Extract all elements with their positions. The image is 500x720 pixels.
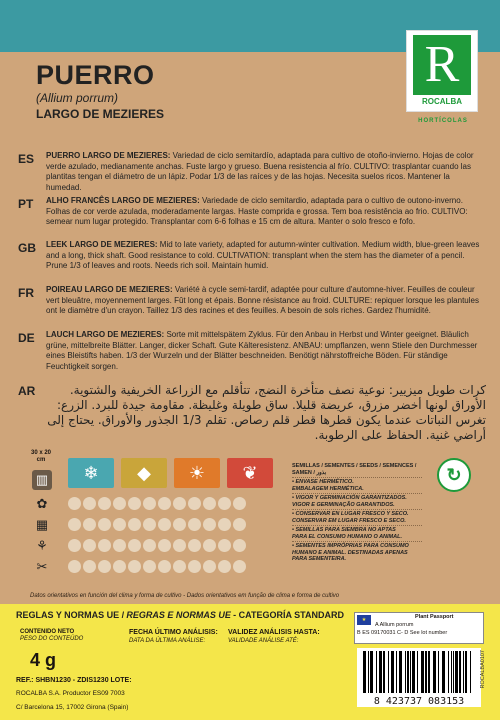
barcode-bar <box>399 651 402 693</box>
barcode-bar <box>455 651 458 693</box>
lang-description: LEEK LARGO DE MEZIERES: Mid to late variety, adapted for autumn-winter cultivation. Medium width, blue-green leaves and a long, thick shaft. Good resistance to cold. CULTIVATION: transplant when the stem has the diameter of a pencil. Prune 1/3 of leaves and roots. Needs rich soil. Maintain humid. <box>46 240 480 270</box>
norms-line: REGLAS Y NORMAS UE / REGRAS E NORMAS UE - CATEGORÍA STANDARD <box>16 610 344 620</box>
barcode-bar <box>376 651 377 693</box>
legend-item: • SEMENTES IMPRÓPRIAS PARA CONSUMO HUMANO E ANIMAL. DESTINADAS APENAS PARA SEMENTEIRA. <box>292 541 422 563</box>
calendar-dot <box>158 497 171 510</box>
barcode-bar <box>383 651 385 693</box>
plant-passport <box>354 612 484 644</box>
calendar-dot <box>188 518 201 531</box>
barcode-bar <box>421 651 424 693</box>
calendar-dot <box>128 518 141 531</box>
calendar-row-transplant <box>68 539 246 552</box>
barcode-bar <box>370 651 373 693</box>
calendar-row-sowing <box>68 497 246 510</box>
analysis-validity: VALIDEZ ANÁLISIS HASTA: VALIDADE ANÁLISE ATÉ: <box>228 629 320 644</box>
barcode-bar <box>391 651 394 693</box>
lang-fr <box>18 285 488 317</box>
calendar-dot <box>98 518 111 531</box>
side-code: ROCALBA0107 <box>480 650 486 689</box>
lang-code: GB <box>18 241 36 255</box>
barcode-bar <box>363 651 366 693</box>
reference-lot: REF.: SHBN1230 - ZDIS1230 LOTE: <box>16 677 132 684</box>
lang-gb <box>18 240 488 272</box>
calendar-dot <box>128 560 141 573</box>
calendar-dot <box>143 539 156 552</box>
calendar-dot <box>113 560 126 573</box>
barcode-bar <box>428 651 430 693</box>
calendar-dot <box>218 560 231 573</box>
barcode-bar <box>405 651 406 693</box>
barcode-number: 8 423737 083153 <box>357 696 481 707</box>
last-analysis-date: FECHA ÚLTIMO ANÁLISIS: DATA DA ÚLTIMA ANÁLISE: <box>129 629 218 644</box>
bed-sowing-icon: ▦ <box>35 517 49 532</box>
lang-es <box>18 151 488 193</box>
logo-subtitle: HORTÍCOLAS <box>418 118 468 124</box>
legend-item: • ENVASE HERMÉTICO. EMBALAGEM HERMÉTICA. <box>292 477 422 492</box>
calendar-dot <box>203 560 216 573</box>
calendar-dot <box>158 539 171 552</box>
calendar-dot <box>218 518 231 531</box>
calendar-dot <box>113 539 126 552</box>
calendar-dot <box>98 560 111 573</box>
lang-ar <box>18 383 488 443</box>
barcode-bar <box>465 651 467 693</box>
lang-de <box>18 330 488 372</box>
lang-description: ALHO FRANCÊS LARGO DE MEZIERES: Variedade de ciclo semitardio, adaptada para o cultivo de outono-inverno. Folhas de cor verde azulada, moderadamente largas. Haste comprida e grossa. Tem boa resistência ao frio. CULTIVO: semear num lugar protegido. Transplantar com 6-6 folhas e 15 cm de altura. Manter o solo fresco e fofo. <box>46 196 468 226</box>
legend-item: • VIGOR Y GERMINACIÓN GARANTIZADOS. VIGOR E GERMINAÇÃO GARANTIDOS. <box>292 493 422 508</box>
calendar-dot <box>83 497 96 510</box>
passport-codes: B ES 09170031 C- D See lot number <box>357 630 448 636</box>
calendar-row-bed <box>68 518 246 531</box>
calendar-dot <box>203 497 216 510</box>
calendar-dot <box>128 539 141 552</box>
autumn-icon: ❦ <box>227 458 273 488</box>
calendar-dot <box>98 497 111 510</box>
barcode-bars <box>357 648 481 694</box>
barcode-bar <box>407 651 409 693</box>
lang-description: كرات طويل ميزيير: نوعية نصف متأخرة النضج، تتأقلم مع الزراعة الخريفية والشتوية. الأوراق لونها أخضر مزرق، عريضة قليلا. ساق طويلة وغليظة. مقاومة جيدة للبرد. الزرع: تغرس النباتات عندما يكون قطرها قطر قلم رصاص. تقلم 1/3 الجذور والأوراق. يحتاج إلى أراضي غنية. الحفاظ على الرطوبة. <box>47 383 486 442</box>
net-weight: 4 g <box>30 650 57 670</box>
title-block <box>36 60 164 121</box>
barcode-bar <box>396 651 397 693</box>
calendar-dot <box>68 497 81 510</box>
calendar-dot <box>68 539 81 552</box>
barcode-bar <box>433 651 436 693</box>
passport-species: A Allium porrum <box>375 622 414 628</box>
calendar-dot <box>233 539 246 552</box>
calendar-dot <box>233 518 246 531</box>
calendar-dot <box>113 497 126 510</box>
legend-item: • SEMILLAS PARA SIEMBRA NO APTAS PARA EL CONSUMO HUMANO O ANIMAL. <box>292 525 422 540</box>
calendar-dot <box>218 539 231 552</box>
producer: ROCALBA S.A. Productor ES09 7003 <box>16 690 125 697</box>
lang-description: POIREAU LARGO DE MEZIERES: Variété à cycle semi-tardif, adaptée pour culture d'automne-hiver. Feuilles de couleur vert bleuâtre, moyennement larges. Fût long et épais. Bonne résistance au froid. CULTURE: repiquer lorsque les plantules ont le diamètre d'un crayon. Taillez 1/3 des racines et des feuilles. A besoin de sols riches. Gardez l'humidité. <box>46 285 479 315</box>
calendar-dot <box>173 518 186 531</box>
calendar-dot <box>83 560 96 573</box>
product-title: PUERRO <box>36 60 155 90</box>
logo-name: ROCALBA <box>422 97 462 106</box>
green-dot-recycle-icon: ↻ <box>437 458 471 492</box>
latin-name: (Allium porrum) <box>36 91 119 105</box>
calendar-dot <box>143 560 156 573</box>
calendar-dot <box>83 539 96 552</box>
barcode-bar <box>379 651 382 693</box>
calendar-dot <box>98 539 111 552</box>
calendar-dot <box>173 497 186 510</box>
rocalba-logo <box>406 30 478 112</box>
barcode-bar <box>448 651 449 693</box>
barcode-bar <box>459 651 461 693</box>
lang-code: PT <box>18 197 34 211</box>
calendar-dot <box>188 497 201 510</box>
calendar-dot <box>188 560 201 573</box>
sowing-icon: ✿ <box>36 496 48 511</box>
plant-spacing: 30 x 20 cm <box>30 450 52 463</box>
calendar-dot <box>158 518 171 531</box>
summer-icon: ☀ <box>174 458 220 488</box>
seed-legend <box>292 463 422 563</box>
barcode-bar <box>410 651 411 693</box>
address: C/ Barcelona 15, 17002 Girona (Spain) <box>16 704 129 711</box>
calendar-dot <box>203 539 216 552</box>
barcode-bar <box>388 651 389 693</box>
lang-code: ES <box>18 152 35 166</box>
barcode-bar <box>470 651 471 693</box>
footnote: Datos orientativos en función del clima y forma de cultivo - Dados orientativos em função de clima e forma de cultivo <box>30 593 340 599</box>
barcode-bar <box>417 651 418 693</box>
calendar-dot <box>143 518 156 531</box>
net-content-label: CONTENIDO NETO PESO DO CONTEÚDO <box>20 629 84 642</box>
calendar-dot <box>233 497 246 510</box>
calendar-dot <box>173 539 186 552</box>
calendar-dot <box>68 560 81 573</box>
eu-flag-icon: ★ <box>357 615 371 625</box>
variety-name: LARGO DE MEZIERES <box>36 107 165 121</box>
harvest-icon: ✂ <box>36 559 48 574</box>
legend-item: • CONSERVAR EN LUGAR FRESCO Y SECO. CONSERVAR EM LUGAR FRESCO E SECO. <box>292 509 422 524</box>
lang-pt <box>18 196 488 228</box>
lang-code: DE <box>18 331 35 345</box>
calendar-dot <box>128 497 141 510</box>
spring-icon: ◆ <box>121 458 167 488</box>
lang-description: LAUCH LARGO DE MEZIERES: Sorte mit mittelspätem Zyklus. Für den Anbau in Herbst und Winter geeignet. Bläulich grüne, mittelbreite Blätter. Langer, dicker Schaft. Gute Kälteresistenz. ANBAU: umpflanzen, wenn Stiele den Durchmesser eines Bleistifts haben. 1/3 der Wurzeln und der Blätter beschneiden. Benötigt nährstoffreiche Böden. Für ständige Feuchtigkeit sorgen. <box>46 330 478 371</box>
lang-description: PUERRO LARGO DE MEZIERES: Variedad de ciclo semitardío, adaptada para cultivo de otoño-invierno. Hojas de color verde azulado, medianamente anchas. Fuste largo y grueso. Buena resistencia al frío. CULTIVO: trasplantar cuando las plantitas tengan el diámetro de un lápiz. Podar 1/3 de las raíces y de las hojas. Necesita suelos ricos. Mantener la humedad. <box>46 151 474 192</box>
calendar-row-harvest <box>68 560 246 573</box>
calendar-dot <box>233 560 246 573</box>
calendar-dot <box>173 560 186 573</box>
barcode-bar <box>453 651 454 693</box>
winter-icon: ❄ <box>68 458 114 488</box>
calendar-dot <box>68 518 81 531</box>
calendar-dot <box>83 518 96 531</box>
calendar-dot <box>218 497 231 510</box>
transplant-icon: ⚘ <box>36 538 48 553</box>
calendar-dot <box>188 539 201 552</box>
barcode-bar <box>438 651 439 693</box>
calendar-dot <box>203 518 216 531</box>
calendar-dot <box>158 560 171 573</box>
barcode-bar <box>412 651 415 693</box>
lang-code: FR <box>18 286 34 300</box>
barcode-bar <box>442 651 445 693</box>
barcode-bar <box>451 651 452 693</box>
calendar-dot <box>143 497 156 510</box>
barcode-bar <box>368 651 369 693</box>
calendar-dot <box>113 518 126 531</box>
barcode-bar <box>463 651 464 693</box>
logo-letter: R <box>413 35 471 95</box>
seed-spacing-icon: ▥ <box>32 470 52 490</box>
legend-heading: SEMILLAS / SEMENTES / SEEDS / SEMENCES / SAMEN / بذور <box>292 463 417 476</box>
passport-title: Plant Passport <box>415 614 454 620</box>
lang-code: AR <box>18 384 36 398</box>
barcode-bar <box>425 651 427 693</box>
